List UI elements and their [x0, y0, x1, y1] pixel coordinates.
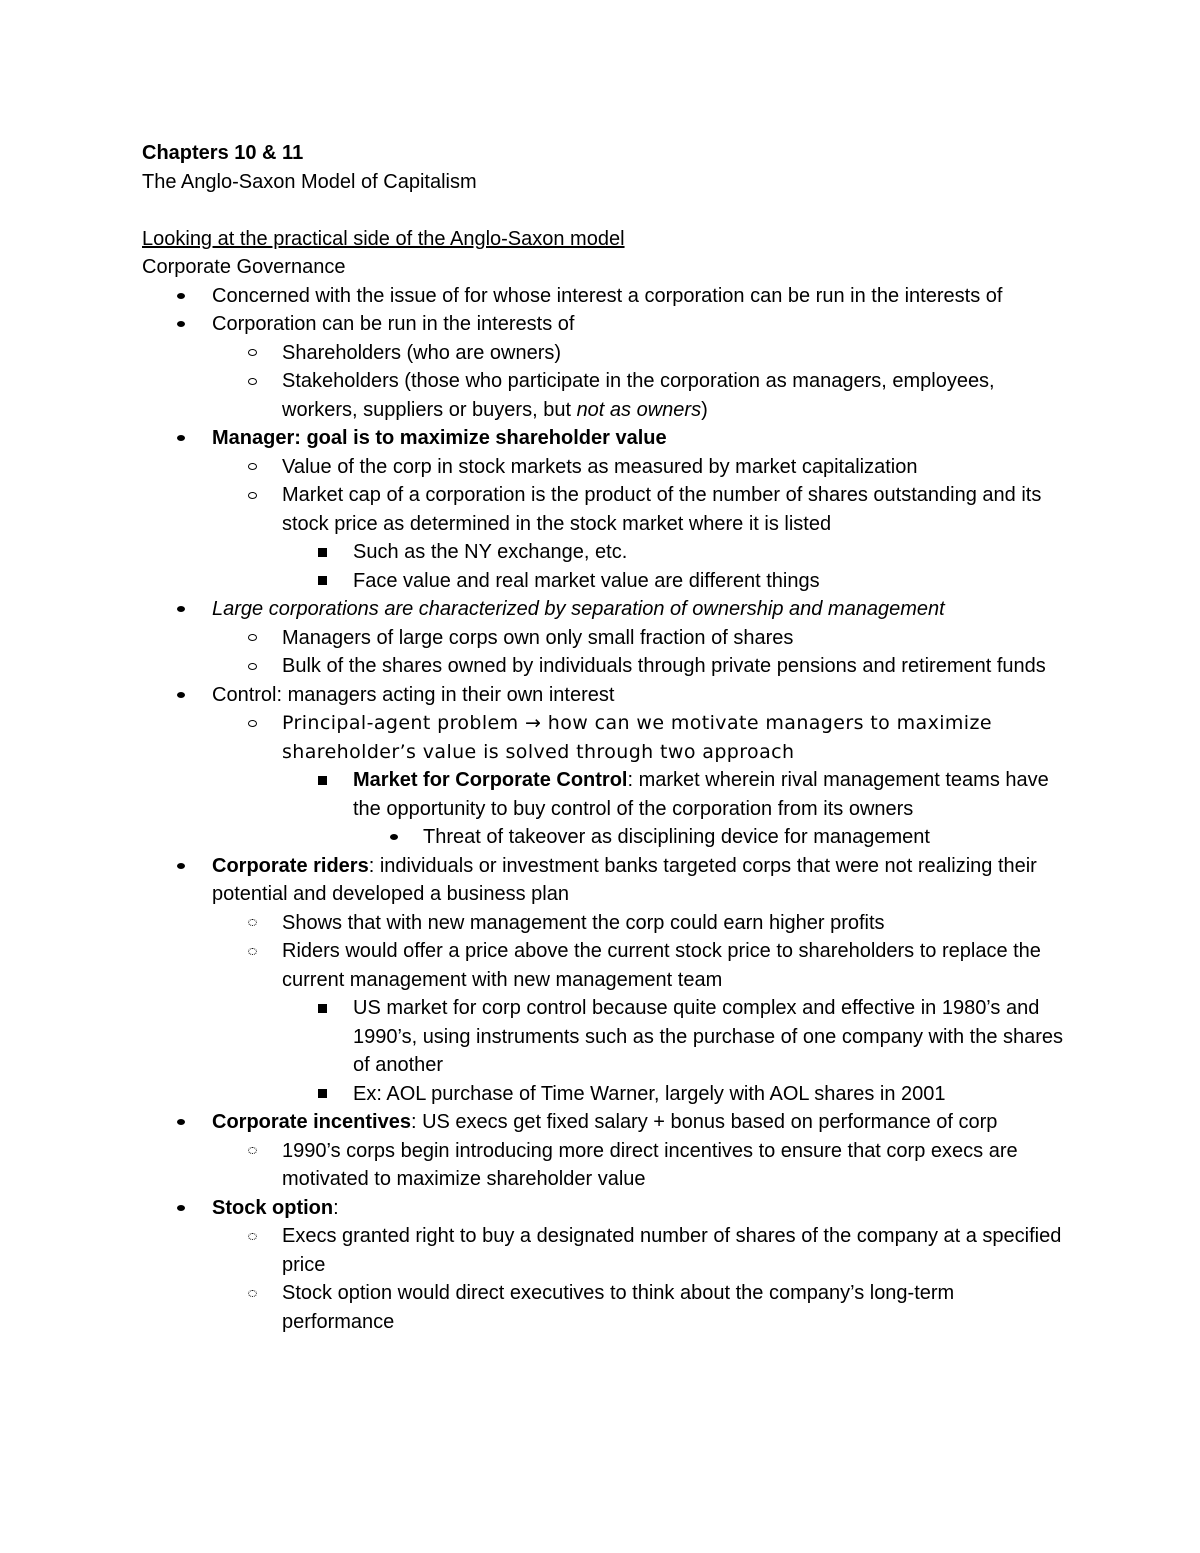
- page-title: Chapters 10 & 11: [142, 142, 304, 164]
- list-item: Stock option would direct executives to think about the company’s long-term performance: [142, 1279, 1072, 1336]
- bullet-dotted-circle-icon: [242, 937, 262, 966]
- list-item: Shareholders (who are owners): [142, 339, 1072, 368]
- bullet-circle-icon: [242, 367, 262, 396]
- list-item: Threat of takeover as disciplining device for management: [142, 823, 1072, 852]
- list-item: Corporation can be run in the interests of: [142, 310, 1072, 339]
- bullet-dotted-circle-icon: [242, 909, 262, 938]
- list-item: Concerned with the issue of for whose interest a corporation can be run in the interests of: [142, 282, 1072, 311]
- bullet-circle-icon: [242, 709, 262, 738]
- bullet-circle-icon: [242, 339, 262, 368]
- bullet-dotted-circle-icon: [242, 1137, 262, 1166]
- bullet-disc-icon: [171, 1194, 191, 1223]
- list-item: Riders would offer a price above the current stock price to shareholders to replace the current management with new management team: [142, 937, 1072, 994]
- list-item: Value of the corp in stock markets as measured by market capitalization: [142, 453, 1072, 482]
- bullet-square-icon: [312, 766, 332, 795]
- list-item: Execs granted right to buy a designated number of shares of the company at a specified price: [142, 1222, 1072, 1279]
- bullet-circle-icon: [242, 481, 262, 510]
- list-item: Shows that with new management the corp could earn higher profits: [142, 909, 1072, 938]
- list-item: Face value and real market value are different things: [142, 567, 1072, 596]
- list-item: Such as the NY exchange, etc.: [142, 538, 1072, 567]
- bullet-circle-icon: [242, 453, 262, 482]
- bullet-square-icon: [312, 538, 332, 567]
- list-item: Corporate riders: individuals or investment banks targeted corps that were not realizing their potential and developed a business plan: [142, 852, 1072, 909]
- bullet-dotted-circle-icon: [242, 1279, 262, 1308]
- list-item: Corporate incentives: US execs get fixed salary + bonus based on performance of corp: [142, 1108, 1072, 1137]
- bullet-disc-icon: [171, 595, 191, 624]
- bullet-disc-icon: [171, 282, 191, 311]
- list-item: Stock option:: [142, 1194, 1072, 1223]
- list-item: Bulk of the shares owned by individuals through private pensions and retirement funds: [142, 652, 1072, 681]
- document-page: [142, 139, 1072, 1336]
- page-subtitle: The Anglo-Saxon Model of Capitalism: [142, 170, 477, 193]
- list-item: Control: managers acting in their own interest: [142, 681, 1072, 710]
- bullet-disc-icon: [171, 1108, 191, 1137]
- list-item: US market for corp control because quite complex and effective in 1980’s and 1990’s, using instruments such as the purchase of one company with the shares of another: [142, 994, 1072, 1080]
- bullet-square-icon: [312, 1080, 332, 1109]
- list-item: Large corporations are characterized by separation of ownership and management: [142, 595, 1072, 624]
- bullet-disc-icon: [171, 681, 191, 710]
- list-item: Principal-agent problem → how can we motivate managers to maximize shareholder’s value is solved through two approach: [142, 709, 1072, 766]
- bullet-circle-icon: [242, 624, 262, 653]
- bullet-disc-icon: [171, 852, 191, 881]
- bullet-square-icon: [312, 994, 332, 1023]
- bullet-circle-icon: [242, 652, 262, 681]
- bullet-disc-icon: [384, 823, 404, 852]
- list-item: Ex: AOL purchase of Time Warner, largely with AOL shares in 2001: [142, 1080, 1072, 1109]
- bullet-square-icon: [312, 567, 332, 596]
- list-item: 1990’s corps begin introducing more direct incentives to ensure that corp execs are motivated to maximize shareholder value: [142, 1137, 1072, 1194]
- list-item: Stakeholders (those who participate in the corporation as managers, employees, workers, suppliers or buyers, but not as owners): [142, 367, 1072, 424]
- list-item: Manager: goal is to maximize shareholder value: [142, 424, 1072, 453]
- blank-line: [142, 196, 1072, 225]
- bullet-disc-icon: [171, 424, 191, 453]
- notes-list: [142, 282, 1072, 1337]
- list-item: Market cap of a corporation is the product of the number of shares outstanding and its stock price as determined in the stock market where it is listed: [142, 481, 1072, 538]
- list-item: Market for Corporate Control: market wherein rival management teams have the opportunity to buy control of the corporation from its owners: [142, 766, 1072, 823]
- bullet-disc-icon: [171, 310, 191, 339]
- list-item: Managers of large corps own only small fraction of shares: [142, 624, 1072, 653]
- section-heading: Looking at the practical side of the Anglo-Saxon model: [142, 227, 625, 250]
- topic-heading: Corporate Governance: [142, 256, 346, 278]
- bullet-dotted-circle-icon: [242, 1222, 262, 1251]
